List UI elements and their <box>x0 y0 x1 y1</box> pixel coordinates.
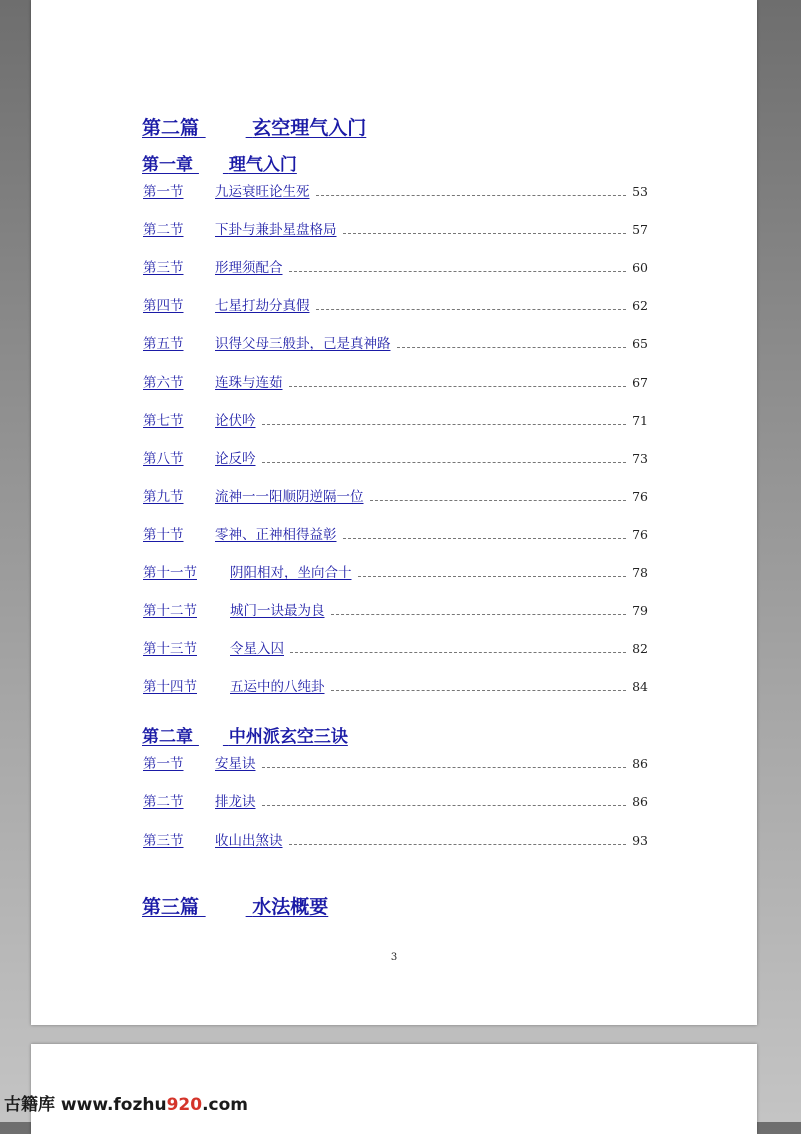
page-ref: 78 <box>632 565 648 580</box>
section-title[interactable]: 七星打劫分真假 <box>215 298 310 315</box>
chapter1-heading[interactable] <box>142 150 297 175</box>
chapter2-label: 第二章 <box>142 727 193 747</box>
page-ref: 84 <box>632 679 648 695</box>
toc-row[interactable] <box>143 180 648 200</box>
section-number[interactable]: 第十二节 <box>143 603 197 620</box>
toc-row[interactable] <box>143 829 648 849</box>
dot-leader <box>370 499 627 501</box>
toc-row[interactable] <box>143 447 648 467</box>
watermark-site-name: 古籍库 <box>4 1095 55 1115</box>
section-number[interactable]: 第五节 <box>143 336 184 353</box>
part2-label: 第二篇 <box>142 117 200 139</box>
section-number[interactable]: 第二节 <box>143 222 184 239</box>
toc-row[interactable] <box>143 752 648 772</box>
page-ref: 86 <box>632 794 648 810</box>
toc-row[interactable] <box>143 218 648 238</box>
section-title[interactable]: 阴阳相对，坐向合十 <box>230 565 352 581</box>
section-title[interactable]: 下卦与兼卦星盘格局 <box>215 222 337 239</box>
dot-leader <box>331 689 627 691</box>
section-title[interactable]: 论反吟 <box>215 450 256 467</box>
site-watermark <box>4 1090 248 1115</box>
dot-leader <box>331 613 627 615</box>
section-title[interactable]: 零神、正神相得益彰 <box>215 526 337 543</box>
part2-heading[interactable] <box>142 113 366 140</box>
page-ref: 65 <box>632 336 648 352</box>
dot-leader <box>343 537 627 539</box>
section-number[interactable]: 第十节 <box>143 526 184 543</box>
toc-row[interactable] <box>143 409 648 429</box>
section-number[interactable]: 第四节 <box>143 298 184 315</box>
dot-leader <box>262 461 627 463</box>
dot-leader <box>289 270 627 272</box>
toc-row[interactable] <box>143 332 648 352</box>
toc-row[interactable] <box>143 256 648 276</box>
part2-title: 玄空理气入门 <box>252 117 367 139</box>
dot-leader <box>343 232 627 234</box>
dot-leader <box>397 346 627 348</box>
chapter2-title: 中州派玄空三诀 <box>228 727 348 747</box>
section-title[interactable]: 五运中的八纯卦 <box>230 679 325 696</box>
chapter1-label: 第一章 <box>142 155 193 175</box>
section-title[interactable]: 识得父母三般卦，己是真神路 <box>215 336 391 353</box>
page-ref: 57 <box>632 222 648 238</box>
part3-label: 第三篇 <box>142 896 200 918</box>
toc-row[interactable] <box>143 637 648 657</box>
page-ref: 71 <box>632 412 648 428</box>
part3-heading[interactable] <box>142 892 328 919</box>
dot-leader <box>262 766 627 768</box>
page-ref: 76 <box>632 488 648 504</box>
section-number[interactable]: 第九节 <box>143 488 184 505</box>
section-number[interactable]: 第十三节 <box>143 641 197 658</box>
toc-row[interactable] <box>143 675 648 695</box>
dot-leader <box>262 804 627 806</box>
toc-row[interactable] <box>143 371 648 391</box>
page-ref: 79 <box>632 603 648 619</box>
watermark-url-suffix: .com <box>202 1095 249 1115</box>
page-ref: 62 <box>632 298 648 314</box>
page-ref: 93 <box>632 832 648 848</box>
page-ref: 73 <box>632 450 648 466</box>
section-number[interactable]: 第十四节 <box>143 679 197 696</box>
dot-leader <box>262 423 627 425</box>
page-number: 3 <box>390 952 398 963</box>
section-number[interactable]: 第八节 <box>143 450 184 467</box>
section-title[interactable]: 流神一一阳顺阴逆隔一位 <box>215 488 364 505</box>
section-number[interactable]: 第三节 <box>143 260 184 277</box>
watermark-url-prefix: www.fozhu <box>60 1095 167 1115</box>
document-page <box>31 0 757 1025</box>
section-number[interactable]: 第十一节 <box>143 565 197 581</box>
dot-leader <box>290 651 626 653</box>
dot-leader <box>358 575 627 577</box>
section-title[interactable]: 城门一诀最为良 <box>230 603 325 620</box>
section-title[interactable]: 安星诀 <box>215 756 256 772</box>
toc-row[interactable] <box>143 599 648 619</box>
section-title[interactable]: 形理须配合 <box>215 260 283 277</box>
section-number[interactable]: 第六节 <box>143 374 184 391</box>
toc-row[interactable] <box>143 485 648 505</box>
section-title[interactable]: 收山出煞诀 <box>215 832 283 849</box>
section-number[interactable]: 第二节 <box>143 794 184 811</box>
watermark-url-number: 920 <box>166 1095 203 1115</box>
section-number[interactable]: 第一节 <box>143 756 184 772</box>
toc-row[interactable] <box>143 294 648 314</box>
dot-leader <box>289 843 627 845</box>
toc-row[interactable] <box>143 523 648 543</box>
page-ref: 76 <box>632 526 648 542</box>
page-ref: 60 <box>632 260 648 276</box>
section-title[interactable]: 论伏吟 <box>215 412 256 429</box>
chapter2-heading[interactable] <box>142 722 348 747</box>
section-number[interactable]: 第一节 <box>143 184 184 200</box>
part3-title: 水法概要 <box>252 896 329 918</box>
page-ref: 53 <box>632 184 648 199</box>
section-title[interactable]: 九运衰旺论生死 <box>215 184 310 200</box>
chapter1-title: 理气入门 <box>228 155 297 175</box>
dot-leader <box>316 194 627 196</box>
section-number[interactable]: 第七节 <box>143 412 184 429</box>
dot-leader <box>316 308 627 310</box>
section-title[interactable]: 令星入囚 <box>230 641 284 658</box>
section-number[interactable]: 第三节 <box>143 832 184 849</box>
next-page-edge <box>31 1044 757 1134</box>
page-ref: 86 <box>632 756 648 771</box>
section-title[interactable]: 连珠与连茹 <box>215 374 283 391</box>
page-ref: 82 <box>632 641 648 657</box>
page-ref: 67 <box>632 374 648 390</box>
dot-leader <box>289 385 627 387</box>
toc-row[interactable] <box>143 790 648 810</box>
section-title[interactable]: 排龙诀 <box>215 794 256 811</box>
toc-row[interactable] <box>143 561 648 581</box>
